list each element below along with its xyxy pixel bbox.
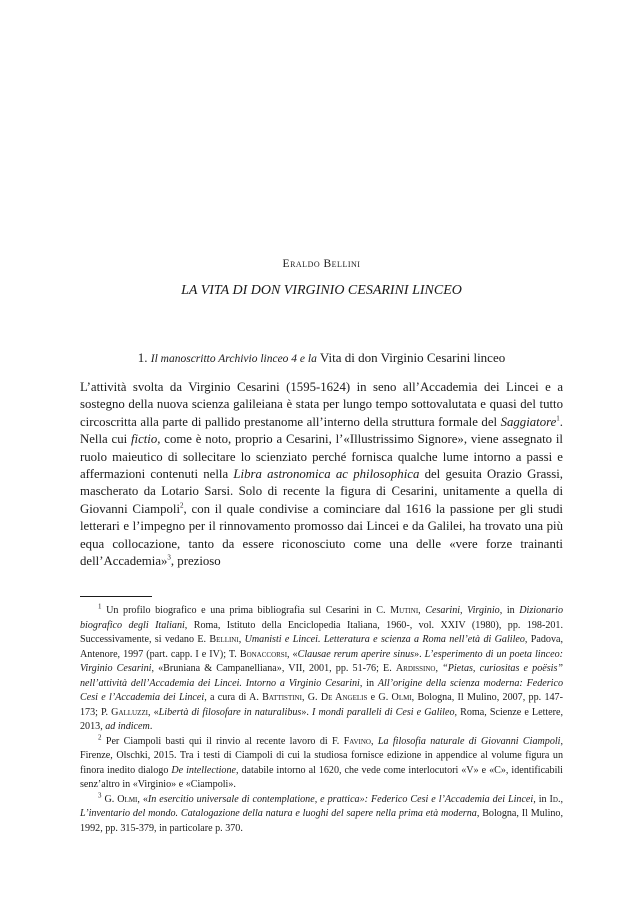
footnote-author: Favino bbox=[343, 735, 371, 747]
article-title: LA VITA DI DON VIRGINIO CESARINI LINCEO bbox=[181, 283, 462, 298]
footnote-italic: La filosofia naturale di Giovanni Ciampoli bbox=[377, 735, 561, 747]
body-text: del gesuita Orazio Grassi, mascherato da Lotario Sarsi. Solo di recente la figura di Cesarini, unitamente a quella di Giovanni Ciampoli bbox=[80, 467, 563, 516]
footnote-author: Battistini bbox=[262, 692, 302, 703]
footnote-divider bbox=[80, 596, 152, 597]
footnote-italic: Clausae rerum aperire sinus bbox=[297, 648, 415, 660]
section-heading bbox=[80, 350, 563, 366]
body-text: , come è noto, proprio a Cesarini, l’«Illustrissimo Signore», viene assegnato il ruolo maieutico di sollecitare lo scienziato perché fornisca qualche lume intorno a passi e affermazioni contenuti nella bbox=[80, 432, 563, 482]
footnote-text: , bbox=[418, 605, 426, 616]
footnote-italic: “Pietas, curiositas e poësis” nell’attività dell’Accademia dei Lincei. Intorno a Virginio Cesarini bbox=[80, 663, 563, 689]
footnote-text: , in bbox=[499, 605, 520, 616]
footnote-text: e G. bbox=[367, 692, 392, 703]
body-text: L’attività svolta da Virginio Cesarini (1595-1624) in seno all’Accademia dei Lincei e a sostegno della nuova scienza galileiana è stata per lungo tempo sottovalutata e quasi del tutto circoscritta alla parte di pallido prestanome all’interno della struttura formale del bbox=[80, 380, 563, 429]
footnote-text: , bbox=[560, 793, 564, 805]
footnote-italic: L’esperimento di un poeta linceo: Virginio Cesarini bbox=[80, 648, 563, 674]
footnote-text: Un profilo biografico e una prima bibliografia sul Cesarini in C. bbox=[101, 605, 391, 616]
footnote-text: , a cura di A. bbox=[204, 692, 263, 703]
footnote-ref: 1 bbox=[556, 414, 560, 423]
footnote-number: 3 bbox=[98, 791, 102, 800]
footnote-italic: Dizionario biografico degli Italiani bbox=[80, 605, 564, 631]
body-italic: Libra astronomica ac philosophica bbox=[233, 467, 420, 482]
footnote-italic: I mondi paralleli di Cesi e Galileo bbox=[312, 706, 455, 718]
footnote-author: De Angelis bbox=[320, 692, 368, 703]
footnote-text: , « bbox=[137, 793, 148, 805]
footnote-text: , Firenze, Olschki, 2015. Tra i testi di Ciampoli di cui la studiosa fornisce edizione in appendice al volume figura un finora inedito dialogo bbox=[80, 735, 564, 776]
footnote-text: , bbox=[238, 634, 245, 645]
footnote-italic: ad indicem bbox=[105, 721, 150, 732]
footnote-text: , Bologna, Il Mulino, 1992, pp. 315-379, in particolare p. 370. bbox=[80, 808, 563, 834]
body-italic: Saggiatore bbox=[500, 414, 557, 429]
footnote-text: , databile intorno al 1620, che vede come interlocutori «V» e «C», identificabili senz’altro in «Virginio» e «Ciampoli». bbox=[80, 764, 563, 790]
footnote-author: Id. bbox=[549, 793, 561, 805]
body-italic: fictio bbox=[130, 432, 158, 447]
footnote-italic: De intellectione bbox=[171, 764, 236, 776]
footnote-author: Ardissino bbox=[395, 663, 436, 674]
body-text: , con il quale condivise a cominciare dal 1616 la passione per gli studi letterari e l’impegno per il rinnovamento promosso dai Lincei e da Galilei, ha trovato una più equa collocazione, tanto da essere riconosciuto come una delle «vere forze trainanti dell’Accademia» bbox=[80, 501, 563, 569]
footnote-italic: L’inventario del mondo. Catalogazione della natura e luoghi del sapere nella prima età moderna bbox=[80, 808, 477, 819]
footnote-author: Galluzzi bbox=[111, 706, 148, 718]
footnote-italic: Libertà di filosofare in naturalibus bbox=[158, 706, 302, 718]
body-text: , prezioso bbox=[170, 554, 221, 569]
footnote-italic: All’origine della scienza moderna: Federico Cesi e l’Accademia dei Lincei bbox=[80, 677, 564, 703]
footnote-text: G. bbox=[101, 793, 118, 805]
footnote-text: , Padova, Antenore, 1997 (part. capp. I e IV); T. bbox=[80, 634, 564, 660]
section-heading-rest: Vita di don Virginio Cesarini linceo bbox=[316, 350, 506, 365]
footnote-text: , Roma, Istituto della Enciclopedia Italiana, 1960-, vol. XXIV (1980), pp. 198-201. Successivamente, si vedano E. bbox=[80, 619, 563, 645]
footnote-text: , G. bbox=[301, 692, 321, 703]
footnote-number: 2 bbox=[98, 733, 102, 742]
section-number: 1. bbox=[137, 350, 151, 365]
author-name: Eraldo Bellini bbox=[282, 258, 361, 270]
footnote-text: , Bologna, Il Mulino, 2007, pp. 147-173; P. bbox=[80, 692, 563, 718]
footnote-italic: Cesarini, Virginio bbox=[425, 605, 500, 616]
footnote-text: , Roma, Scienze e Lettere, 2013, bbox=[80, 706, 564, 732]
body-paragraph bbox=[80, 379, 563, 570]
footnote-number: 1 bbox=[98, 602, 102, 611]
footnote-author: Bonaccorsi bbox=[239, 648, 288, 660]
body-text: . Nella cui bbox=[80, 414, 563, 447]
footnote-text: , « bbox=[148, 706, 159, 718]
footnote-text: , « bbox=[287, 648, 298, 660]
footnote-2 bbox=[80, 735, 563, 793]
footnote-text: . bbox=[149, 721, 153, 732]
footnote-text: , «Bruniana & Campanelliana», VII, 2001, pp. 51-76; E. bbox=[151, 663, 396, 674]
footnotes bbox=[80, 604, 563, 836]
footnote-text: ». bbox=[301, 706, 313, 718]
footnote-text: ». bbox=[414, 648, 425, 660]
footnote-text: , in bbox=[359, 677, 378, 689]
section-heading-italic: Il manoscritto Archivio linceo 4 e la bbox=[150, 353, 317, 365]
footnote-author: Bellini bbox=[209, 634, 239, 645]
footnote-3 bbox=[80, 793, 563, 837]
footnote-author: Olmi bbox=[117, 793, 138, 805]
footnote-italic: Umanisti e Lincei. Letteratura e scienza a Roma nell’età di Galileo bbox=[244, 634, 525, 645]
footnote-author: Mutini bbox=[390, 605, 419, 616]
footnote-text: , bbox=[370, 735, 378, 747]
footnote-author: Olmi bbox=[391, 692, 412, 703]
footnote-ref: 2 bbox=[180, 501, 184, 510]
footnote-1 bbox=[80, 604, 563, 735]
footnote-ref: 3 bbox=[167, 553, 171, 562]
footnote-text: , in bbox=[533, 793, 550, 805]
footnote-text: Per Ciampoli basti qui il rinvio al recente lavoro di F. bbox=[101, 735, 344, 747]
footnote-italic: In esercitio universale di contemplatione, e prattica»: Federico Cesi e l’Accademia dei Lincei bbox=[147, 793, 534, 805]
footnote-text: , bbox=[435, 663, 443, 674]
